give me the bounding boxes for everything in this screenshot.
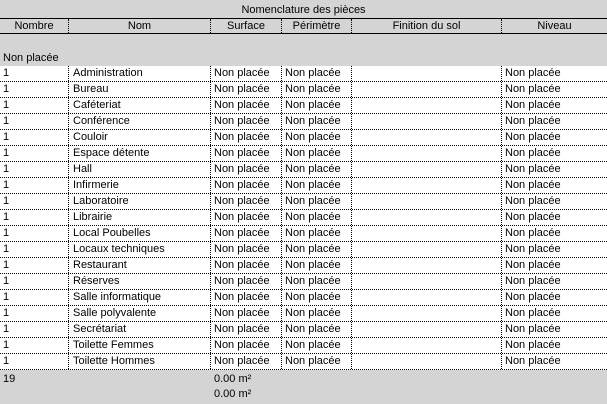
room-name-cell[interactable]: Bureau	[69, 82, 211, 97]
room-count-cell[interactable]: 1	[0, 306, 69, 321]
room-level-cell[interactable]: Non placée	[505, 259, 561, 271]
schedule-title-row	[0, 2, 607, 18]
room-finish-cell[interactable]	[352, 258, 502, 273]
room-name-cell[interactable]: Secrétariat	[69, 322, 211, 337]
room-perimeter-cell[interactable]: Non placée	[282, 82, 352, 97]
room-perimeter-cell[interactable]: Non placée	[282, 354, 352, 369]
room-surface-cell[interactable]: Non placée	[211, 146, 282, 161]
room-name-cell[interactable]: Restaurant	[69, 258, 211, 273]
table-row[interactable]	[0, 82, 607, 98]
table-row[interactable]	[0, 66, 607, 82]
room-perimeter-cell[interactable]: Non placée	[282, 226, 352, 241]
room-finish-cell[interactable]	[352, 98, 502, 113]
room-perimeter-cell[interactable]: Non placée	[282, 114, 352, 129]
room-count-cell[interactable]: 1	[0, 290, 69, 305]
table-row[interactable]	[0, 210, 607, 226]
room-surface-cell[interactable]: Non placée	[211, 322, 282, 337]
room-perimeter-cell[interactable]: Non placée	[282, 146, 352, 161]
room-count-cell[interactable]: 1	[0, 114, 69, 129]
group-label: Non placée	[3, 52, 59, 64]
table-row[interactable]	[0, 242, 607, 258]
room-name-cell[interactable]: Laboratoire	[69, 194, 211, 209]
room-perimeter-cell[interactable]: Non placée	[282, 242, 352, 257]
room-name-cell[interactable]: Librairie	[69, 210, 211, 225]
column-header-nom[interactable]: Nom	[69, 19, 211, 33]
room-perimeter-cell[interactable]: Non placée	[282, 290, 352, 305]
room-count-cell[interactable]: 1	[0, 274, 69, 289]
table-row[interactable]	[0, 258, 607, 274]
room-finish-cell[interactable]	[352, 306, 502, 321]
room-level-cell[interactable]: Non placée	[505, 131, 561, 143]
table-row[interactable]	[0, 130, 607, 146]
room-level-cell[interactable]: Non placée	[505, 307, 561, 319]
room-count-cell[interactable]: 1	[0, 82, 69, 97]
column-header-nombre[interactable]: Nombre	[0, 19, 69, 33]
room-perimeter-cell[interactable]: Non placée	[282, 306, 352, 321]
room-count-cell[interactable]: 1	[0, 98, 69, 113]
room-name-cell[interactable]: Réserves	[69, 274, 211, 289]
room-name-cell[interactable]: Infirmerie	[69, 178, 211, 193]
room-perimeter-cell[interactable]: Non placée	[282, 162, 352, 177]
room-surface-cell[interactable]: Non placée	[211, 210, 282, 225]
room-surface-cell[interactable]: Non placée	[211, 66, 282, 81]
room-surface-cell[interactable]: Non placée	[211, 178, 282, 193]
room-level-cell[interactable]: Non placée	[505, 355, 561, 367]
room-level-cell[interactable]: Non placée	[505, 339, 561, 351]
room-level-cell[interactable]: Non placée	[505, 67, 561, 79]
room-count-cell[interactable]: 1	[0, 242, 69, 257]
room-surface-cell[interactable]: Non placée	[211, 306, 282, 321]
room-surface-cell[interactable]: Non placée	[211, 162, 282, 177]
room-level-cell[interactable]: Non placée	[505, 115, 561, 127]
room-count-cell[interactable]: 1	[0, 226, 69, 241]
room-name-cell[interactable]: Couloir	[69, 130, 211, 145]
room-perimeter-cell[interactable]: Non placée	[282, 130, 352, 145]
room-level-cell[interactable]: Non placée	[505, 323, 561, 335]
group-total-row	[0, 371, 607, 387]
room-finish-cell[interactable]	[352, 226, 502, 241]
table-row[interactable]	[0, 178, 607, 194]
room-level-cell[interactable]: Non placée	[505, 83, 561, 95]
room-level-cell[interactable]: Non placée	[505, 275, 561, 287]
room-finish-cell[interactable]	[352, 82, 502, 97]
table-row[interactable]	[0, 354, 607, 370]
table-row[interactable]	[0, 338, 607, 354]
room-perimeter-cell[interactable]: Non placée	[282, 322, 352, 337]
table-row[interactable]	[0, 274, 607, 290]
room-perimeter-cell[interactable]: Non placée	[282, 194, 352, 209]
room-count-cell[interactable]: 1	[0, 258, 69, 273]
room-perimeter-cell[interactable]: Non placée	[282, 178, 352, 193]
column-header-perimetre[interactable]: Périmètre	[282, 19, 352, 33]
room-name-cell[interactable]: Salle polyvalente	[69, 306, 211, 321]
room-finish-cell[interactable]	[352, 146, 502, 161]
table-row[interactable]	[0, 306, 607, 322]
room-perimeter-cell[interactable]: Non placée	[282, 338, 352, 353]
group-total-count: 19	[3, 373, 16, 385]
column-header-niveau[interactable]: Niveau	[537, 20, 572, 32]
room-level-cell[interactable]: Non placée	[505, 291, 561, 303]
room-count-cell[interactable]: 1	[0, 162, 69, 177]
room-finish-cell[interactable]	[352, 322, 502, 337]
room-level-cell[interactable]: Non placée	[505, 147, 561, 159]
room-finish-cell[interactable]	[352, 338, 502, 353]
room-surface-cell[interactable]: Non placée	[211, 130, 282, 145]
grand-total-row	[0, 387, 607, 403]
table-row[interactable]	[0, 114, 607, 130]
room-finish-cell[interactable]	[352, 178, 502, 193]
table-row[interactable]	[0, 146, 607, 162]
room-name-cell[interactable]: Administration	[69, 66, 211, 81]
column-header-finition[interactable]: Finition du sol	[352, 19, 502, 33]
room-finish-cell[interactable]	[352, 114, 502, 129]
group-total-surface: 0.00 m²	[214, 373, 252, 385]
room-count-cell[interactable]: 1	[0, 146, 69, 161]
room-count-cell[interactable]: 1	[0, 130, 69, 145]
room-finish-cell[interactable]	[352, 274, 502, 289]
room-count-cell[interactable]: 1	[0, 210, 69, 225]
room-count-cell[interactable]: 1	[0, 338, 69, 353]
room-level-cell[interactable]: Non placée	[505, 99, 561, 111]
room-level-cell[interactable]: Non placée	[505, 195, 561, 207]
room-name-cell[interactable]: Local Poubelles	[69, 226, 211, 241]
room-finish-cell[interactable]	[352, 290, 502, 305]
table-row[interactable]	[0, 322, 607, 338]
room-surface-cell[interactable]: Non placée	[211, 194, 282, 209]
room-surface-cell[interactable]: Non placée	[211, 242, 282, 257]
room-finish-cell[interactable]	[352, 66, 502, 81]
column-header-row	[0, 18, 607, 34]
room-level-cell[interactable]: Non placée	[505, 179, 561, 191]
room-perimeter-cell[interactable]: Non placée	[282, 258, 352, 273]
table-row[interactable]	[0, 162, 607, 178]
room-name-cell[interactable]: Espace détente	[69, 146, 211, 161]
room-name-cell[interactable]: Toilette Hommes	[69, 354, 211, 369]
table-row[interactable]	[0, 290, 607, 306]
room-finish-cell[interactable]	[352, 130, 502, 145]
column-header-surface[interactable]: Surface	[211, 19, 282, 33]
room-count-cell[interactable]: 1	[0, 194, 69, 209]
room-surface-cell[interactable]: Non placée	[211, 338, 282, 353]
room-surface-cell[interactable]: Non placée	[211, 98, 282, 113]
room-surface-cell[interactable]: Non placée	[211, 226, 282, 241]
grand-total-surface: 0.00 m²	[214, 388, 252, 400]
schedule-title: Nomenclature des pièces	[241, 4, 366, 16]
room-finish-cell[interactable]	[352, 354, 502, 369]
room-level-cell[interactable]: Non placée	[505, 211, 561, 223]
room-surface-cell[interactable]: Non placée	[211, 290, 282, 305]
room-finish-cell[interactable]	[352, 242, 502, 257]
room-surface-cell[interactable]: Non placée	[211, 274, 282, 289]
room-surface-cell[interactable]: Non placée	[211, 258, 282, 273]
room-count-cell[interactable]: 1	[0, 66, 69, 81]
room-count-cell[interactable]: 1	[0, 322, 69, 337]
group-header-row	[0, 50, 607, 66]
room-surface-cell[interactable]: Non placée	[211, 354, 282, 369]
room-name-cell[interactable]: Conférence	[69, 114, 211, 129]
table-row[interactable]	[0, 194, 607, 210]
room-name-cell[interactable]: Salle informatique	[69, 290, 211, 305]
room-level-cell[interactable]: Non placée	[505, 227, 561, 239]
room-perimeter-cell[interactable]: Non placée	[282, 210, 352, 225]
room-name-cell[interactable]: Caféteriat	[69, 98, 211, 113]
room-level-cell[interactable]: Non placée	[505, 163, 561, 175]
room-name-cell[interactable]: Locaux techniques	[69, 242, 211, 257]
room-surface-cell[interactable]: Non placée	[211, 114, 282, 129]
room-name-cell[interactable]: Hall	[69, 162, 211, 177]
room-finish-cell[interactable]	[352, 210, 502, 225]
table-row[interactable]	[0, 226, 607, 242]
table-row[interactable]	[0, 98, 607, 114]
room-perimeter-cell[interactable]: Non placée	[282, 66, 352, 81]
room-finish-cell[interactable]	[352, 194, 502, 209]
room-count-cell[interactable]: 1	[0, 354, 69, 369]
room-count-cell[interactable]: 1	[0, 178, 69, 193]
room-surface-cell[interactable]: Non placée	[211, 82, 282, 97]
room-perimeter-cell[interactable]: Non placée	[282, 98, 352, 113]
room-name-cell[interactable]: Toilette Femmes	[69, 338, 211, 353]
room-level-cell[interactable]: Non placée	[505, 243, 561, 255]
room-finish-cell[interactable]	[352, 162, 502, 177]
room-perimeter-cell[interactable]: Non placée	[282, 274, 352, 289]
